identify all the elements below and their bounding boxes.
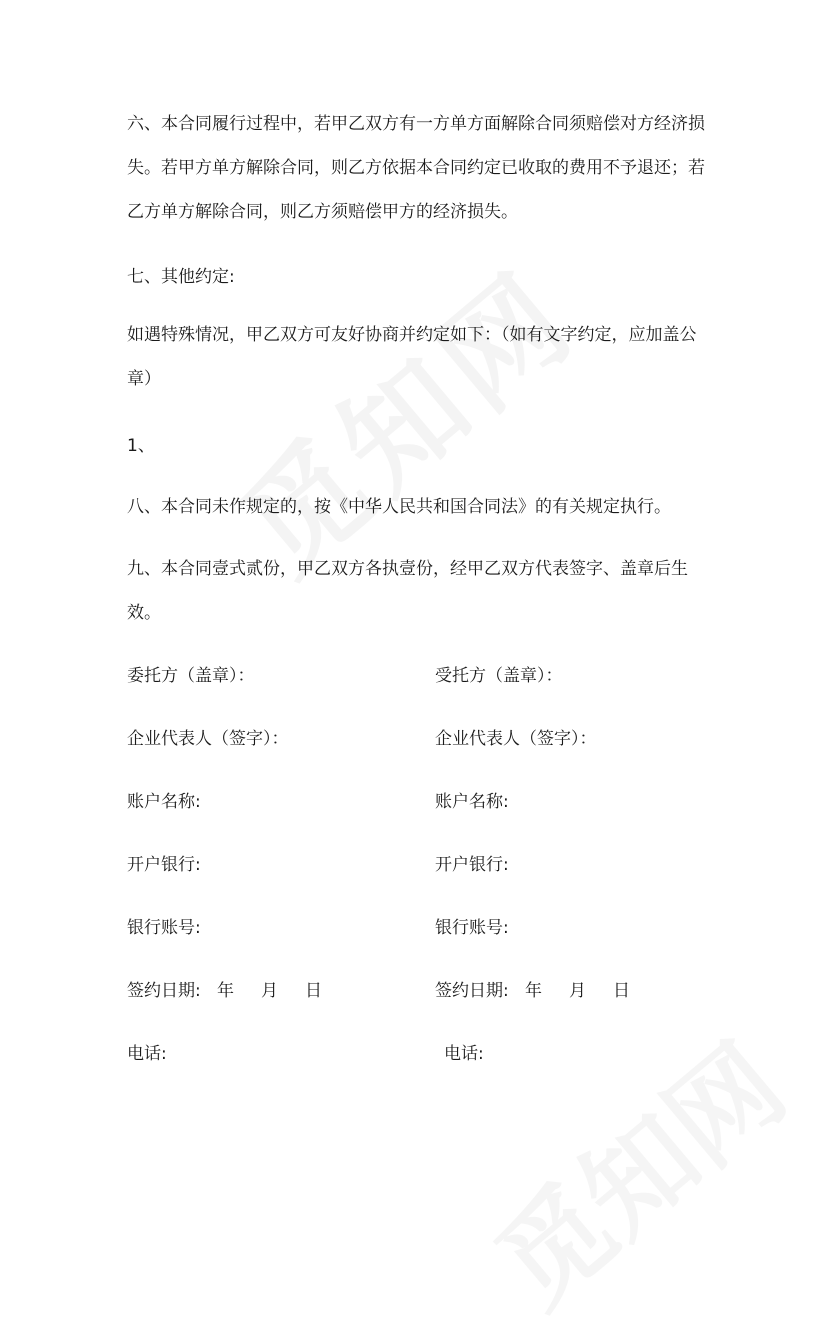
client-bank-label: 开户银行: [127,855,201,875]
watermark-logo-secondary [458,1002,812,1335]
clause-7-item-1: 1、 [127,436,155,456]
client-signing-date-label: 签约日期: 年 月 日 [127,981,322,1001]
clause-7-heading: 七、其他约定: [127,267,235,287]
client-account-number-label: 银行账号: [127,918,201,938]
contractor-representative-label: 企业代表人（签字）： [435,729,597,749]
contractor-account-name-label: 账户名称: [435,792,509,812]
contractor-signing-date-label: 签约日期: 年 月 日 [435,981,630,1001]
client-representative-label: 企业代表人（签字）： [127,729,289,749]
client-phone-label: 电话: [127,1044,167,1064]
contractor-seal-label: 受托方（盖章）： [435,666,563,686]
client-seal-label: 委托方（盖章）： [127,666,255,686]
contractor-phone-label: 电话: [444,1044,484,1064]
clause-9-paragraph: 九、本合同壹式贰份，甲乙双方各执壹份，经甲乙双方代表签字、盖章后生效。 [127,559,688,623]
clause-6-paragraph: 六、本合同履行过程中，若甲乙双方有一方单方面解除合同须赔偿对方经济损失。若甲方单方解除合同，则乙方依据本合同约定已收取的费用不予退还；若乙方单方解除合同，则乙方须赔偿甲方的经济损失。 [127,114,705,222]
contractor-bank-label: 开户银行: [435,855,509,875]
client-account-name-label: 账户名称: [127,792,201,812]
contractor-account-number-label: 银行账号: [435,918,509,938]
clause-8-paragraph: 八、本合同未作规定的，按《中华人民共和国合同法》的有关规定执行。 [127,497,671,517]
clause-7-detail: 如遇特殊情况，甲乙双方可友好协商并约定如下：（如有文字约定，应加盖公章） [127,325,697,389]
